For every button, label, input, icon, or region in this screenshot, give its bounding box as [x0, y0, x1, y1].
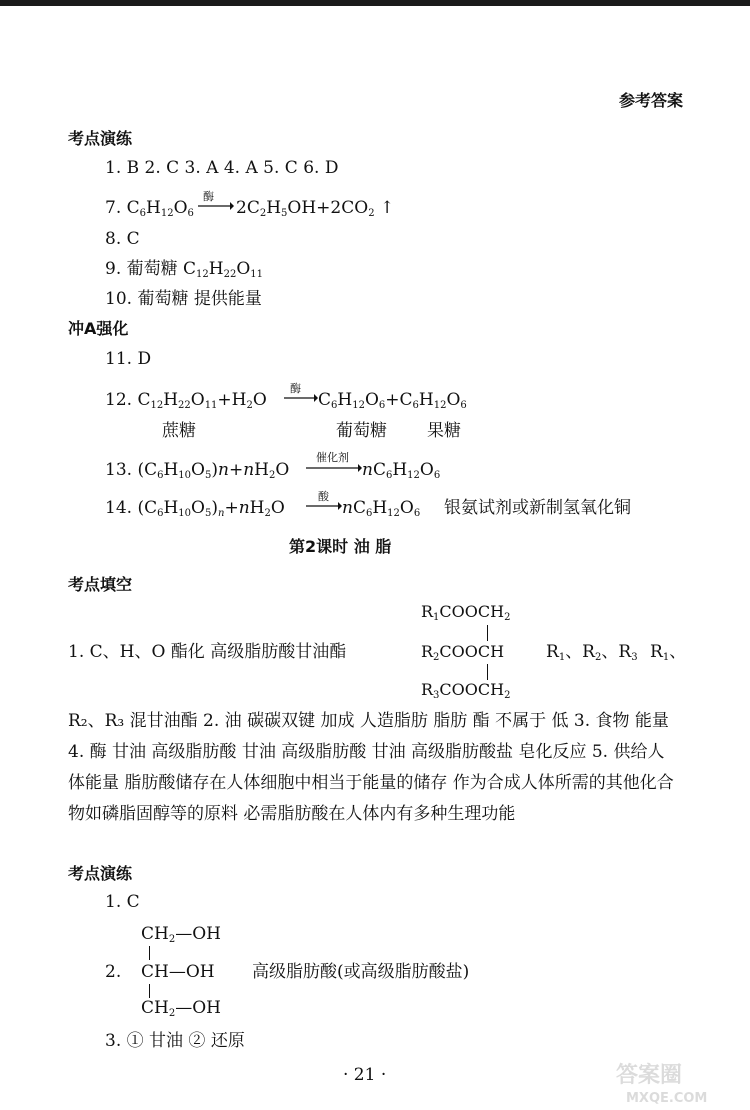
answer-line: 10. 葡萄糖 提供能量 [105, 289, 262, 309]
structure-formula: $R_3COOCH_2$ [421, 680, 511, 701]
answer-text: 银氨试剂或新制氢氧化铜 [444, 498, 631, 518]
bond-line [487, 625, 488, 641]
answer-line: 1. C、H、O 酯化 高级脂肪酸甘油酯 [68, 642, 347, 662]
page-header-title: 参考答案 [619, 91, 684, 110]
section-heading: 考点演练 [68, 129, 133, 148]
section-heading: 考点演练 [68, 864, 133, 883]
answer-paragraph: R₂、R₃ 混甘油酯 2. 油 碳碳双键 加成 人造脂肪 脂肪 酯 不属于 低 3. 食物 能量 4. 酶 甘油 高级脂肪酸 甘油 高级脂肪酸 甘油 高级脂肪酸盐 皂化反应 5. 供给人体能量 脂肪酸储存在人体细胞中相当于能量的储存 作为合成人体所需的其他化合物如磷脂固醇等的原料 必需脂肪酸在人体内有多种生理功能 [68, 711, 674, 824]
bond-line [149, 946, 150, 960]
svg-text:答案圈: 答案圈 [616, 1063, 683, 1088]
section-heading: 考点填空 [68, 575, 133, 594]
compound-name: 葡萄糖 [336, 421, 387, 441]
watermark-logo [612, 1058, 740, 1106]
equation-13: 13. $(C_6H_{10}O_5)n+nH_2O$ [105, 460, 290, 481]
answer-text: $R_1$、$R_2$、$R_3$ [546, 642, 638, 663]
structure-formula: $R_1COOCH_2$ [421, 602, 511, 623]
section-heading: 冲A强化 [68, 319, 129, 338]
answer-line: 3. ① 甘油 ② 还原 [105, 1031, 245, 1051]
equation-12-product: $C_6H_{12}O_6+C_6H_{12}O_6$ [318, 390, 467, 411]
reaction-arrow [284, 392, 318, 404]
equation-7: 7. $C_6H_{12}O_6$ [105, 198, 194, 219]
answer-line: 8. C [105, 229, 140, 249]
structure-formula: $CH_2—OH$ [141, 924, 221, 945]
compound-name: 蔗糖 [162, 421, 196, 441]
equation-12: 12. $C_{12}H_{22}O_{11}+H_2O$ [105, 390, 267, 411]
answer-line: 11. D [105, 349, 152, 369]
page-number: · 21 · [343, 1065, 387, 1085]
lesson-title: 第2课时 油 脂 [289, 537, 392, 556]
catalyst-label: 催化剂 [316, 451, 349, 464]
answer-line: 1. B 2. C 3. A 4. A 5. C 6. D [105, 158, 339, 178]
reaction-arrow [306, 500, 342, 512]
top-border [0, 0, 750, 6]
equation-14: 14. $(C_6H_{10}O_5)_n+nH_2O$ [105, 498, 285, 519]
equation-7-product: $2C_2H_5OH+2CO_2$ ↑ [236, 198, 395, 219]
reaction-arrow [306, 462, 362, 474]
answer-line: 9. 葡萄糖 $C_{12}H_{22}O_{11}$ [105, 259, 264, 280]
answer-text: $R_1$、 [650, 642, 687, 663]
compound-name: 果糖 [427, 421, 461, 441]
bond-line [487, 664, 488, 680]
svg-text:MXQE.COM: MXQE.COM [626, 1091, 708, 1106]
structure-formula: $CH_2—OH$ [141, 998, 221, 1019]
reaction-arrow [198, 200, 234, 212]
catalyst-label: 酸 [318, 490, 329, 503]
bond-line [149, 984, 150, 998]
equation-14-product: $nC_6H_{12}O_6$ [342, 498, 421, 519]
answer-line: 1. C [105, 892, 140, 912]
answer-text: 高级脂肪酸(或高级脂肪酸盐) [252, 962, 470, 982]
answer-label: 2. [105, 962, 122, 982]
structure-formula: CH—OH [141, 962, 215, 982]
catalyst-label: 酶 [290, 382, 301, 395]
catalyst-label: 酶 [203, 190, 214, 203]
structure-formula: $R_2COOCH$ [421, 642, 505, 663]
equation-13-product: $nC_6H_{12}O_6$ [362, 460, 441, 481]
